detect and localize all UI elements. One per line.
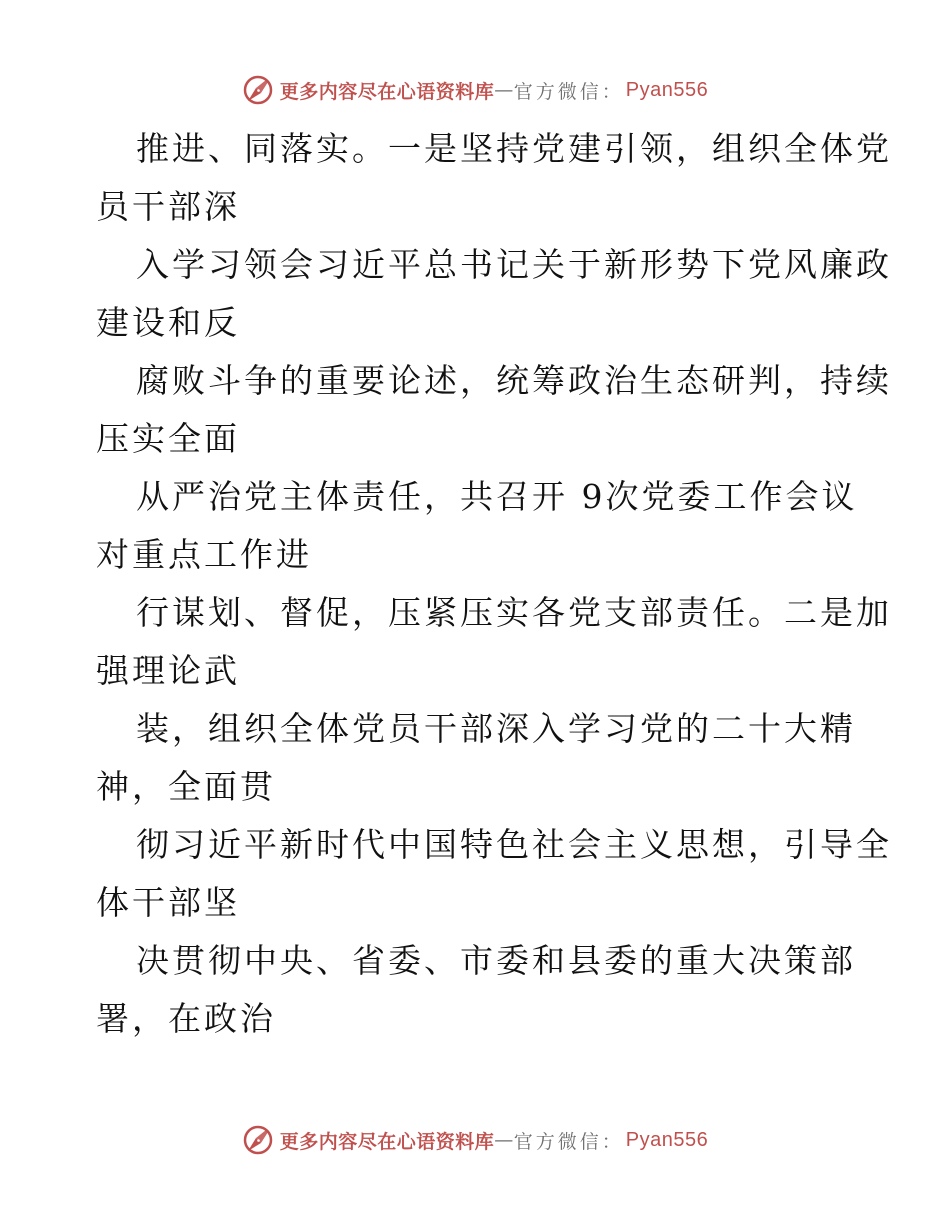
body-text-line: 从严治党主体责任，共召开 9次党委工作会议 [136, 477, 858, 516]
body-text-line: 装，组织全体党员干部深入学习党的二十大精 [136, 709, 856, 748]
document-body [96, 120, 892, 1048]
body-text-line: 推进、同落实。一是坚持党建引领，组织全体党 [136, 129, 892, 168]
header-watermark [0, 72, 950, 108]
body-text-line: 决贯彻中央、省委、市委和县委的重大决策部 [136, 941, 856, 980]
watermark-official-label: 官方微信： [513, 1130, 624, 1153]
footer-watermark [0, 1122, 950, 1158]
body-text-line: 腐败斗争的重要论述，统筹政治生态研判，持续 [136, 361, 892, 400]
watermark-brand-text: 更多内容尽在心语资料库 [279, 1130, 495, 1153]
body-text-line: 员干部深 [96, 187, 240, 226]
watermark-separator: — [494, 1129, 514, 1151]
body-text-line: 体干部坚 [96, 883, 240, 922]
body-text-line: 神，全面贯 [96, 767, 276, 806]
pen-nib-logo-icon [242, 1124, 274, 1156]
watermark-account-id: Pyan556 [625, 78, 709, 101]
body-text-line: 彻习近平新时代中国特色社会主义思想，引导全 [136, 825, 892, 864]
body-text-line: 行谋划、督促，压紧压实各党支部责任。二是加 [136, 593, 892, 632]
body-text-line: 入学习领会习近平总书记关于新形势下党风廉政 [136, 245, 892, 284]
watermark-brand-text: 更多内容尽在心语资料库 [279, 80, 495, 103]
body-text-line: 建设和反 [96, 303, 240, 342]
pen-nib-logo-icon [242, 74, 274, 106]
watermark-official-label: 官方微信： [513, 80, 624, 103]
body-text-line: 强理论武 [96, 651, 240, 690]
body-text-line: 压实全面 [96, 419, 240, 458]
body-text-line: 对重点工作进 [96, 535, 312, 574]
watermark-separator: — [494, 79, 514, 101]
body-text-line: 署，在政治 [96, 999, 276, 1038]
watermark-account-id: Pyan556 [625, 1128, 709, 1151]
